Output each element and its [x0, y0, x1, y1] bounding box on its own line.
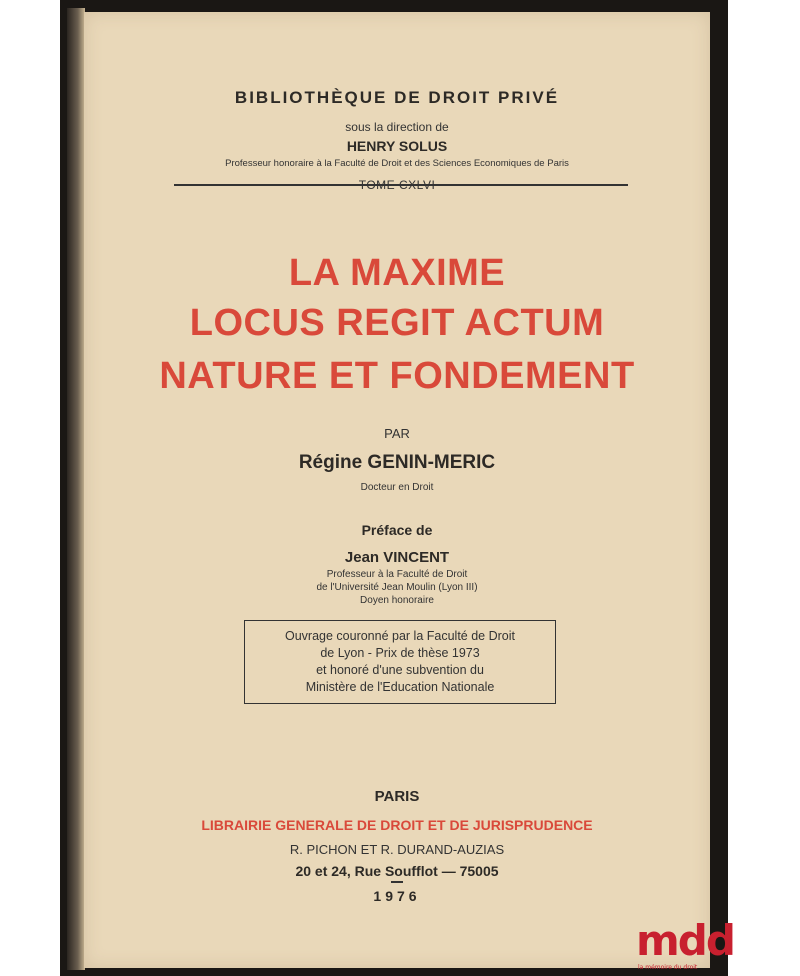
award-line: et honoré d'une subvention du [316, 663, 484, 677]
award-line: de Lyon - Prix de thèse 1973 [320, 646, 480, 660]
year-dash [391, 881, 403, 883]
preface-author: Jean VINCENT [344, 549, 450, 566]
book-cover [84, 12, 710, 968]
preface-label: Préface de [361, 522, 433, 538]
publisher-city: PARIS [374, 788, 420, 805]
series-director: HENRY SOLUS [346, 138, 448, 154]
book-title-line-1: LA MAXIME [288, 252, 506, 294]
preface-author-titles [84, 568, 710, 607]
mdd-logo [636, 916, 734, 976]
preface-author-title-line: Professeur à la Faculté de Droit [326, 569, 468, 580]
series-director-title: Professeur honoraire à la Faculté de Droit et des Sciences Economiques de Paris [225, 158, 569, 169]
book-title-line-2: LOCUS REGIT ACTUM [189, 302, 605, 344]
book-title-line-3: NATURE ET FONDEMENT [159, 355, 635, 397]
book-spine-edge [67, 8, 85, 970]
divider-rule [174, 184, 628, 186]
publication-year: 1976 [373, 888, 421, 904]
publisher-name: LIBRAIRIE GENERALE DE DROIT ET DE JURISPRUDENCE [201, 817, 593, 833]
mdd-logo-mark: mdd [636, 916, 734, 965]
author-title: Docteur en Droit [360, 482, 434, 493]
award-box [244, 620, 556, 704]
mdd-logo-tagline: la mémoire du droit [638, 964, 698, 971]
preface-author-title-line: Doyen honoraire [360, 595, 434, 606]
series-direction: sous la direction de [345, 120, 449, 134]
award-line: Ministère de l'Education Nationale [305, 680, 495, 694]
series-title: BIBLIOTHÈQUE DE DROIT PRIVÉ [234, 88, 560, 107]
preface-author-title-line: de l'Université Jean Moulin (Lyon III) [316, 582, 478, 593]
publisher-address: 20 et 24, Rue Soufflot — 75005 [295, 863, 499, 879]
award-text [245, 628, 555, 696]
author-name: Régine GENIN-MERIC [298, 452, 496, 473]
award-line: Ouvrage couronné par la Faculté de Droit [285, 629, 515, 643]
by-label: PAR [384, 426, 410, 441]
publisher-owners: R. PICHON ET R. DURAND-AUZIAS [289, 842, 505, 857]
